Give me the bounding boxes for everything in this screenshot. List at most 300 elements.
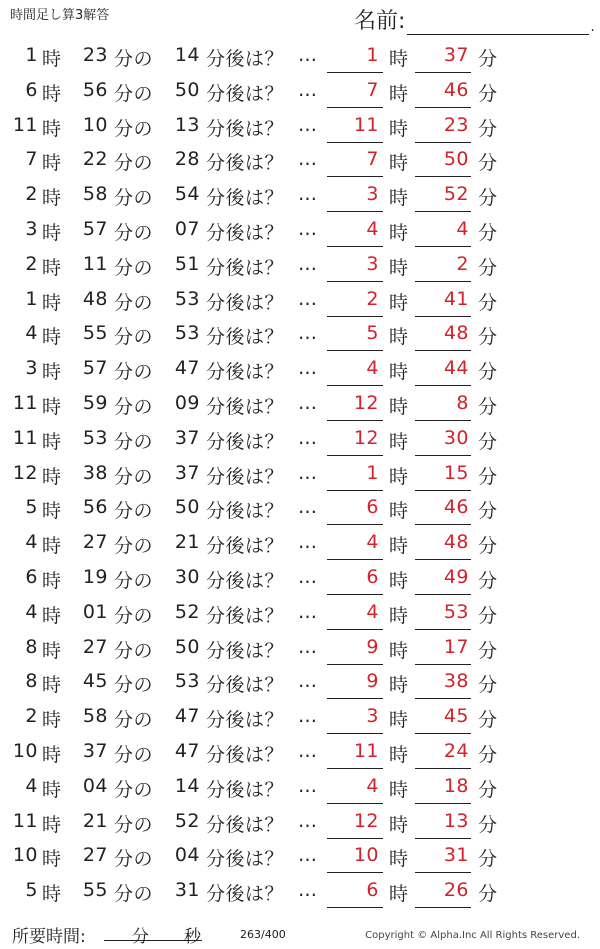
minutes-later-question: 分後は？ [206, 639, 285, 662]
ellipsis: … [298, 670, 318, 693]
answer-hour: 4 [366, 531, 379, 554]
answer-minute-unit: 分 [478, 395, 498, 418]
answer-minute-underline[interactable] [415, 455, 471, 456]
answer-hour-underline[interactable] [327, 420, 383, 421]
problem-hour: 5 [25, 879, 38, 902]
added-minutes: 50 [174, 635, 200, 658]
answer-minute: 18 [443, 774, 469, 797]
answer-hour-unit: 時 [389, 500, 409, 523]
ellipsis: … [298, 844, 318, 867]
hour-unit: 時 [42, 82, 62, 105]
problem-row [0, 458, 600, 493]
problem-hour: 11 [12, 426, 38, 449]
hour-unit: 時 [42, 187, 62, 210]
problem-hour: 8 [25, 635, 38, 658]
answer-hour-unit: 時 [389, 848, 409, 871]
problem-hour: 4 [25, 322, 38, 345]
answer-hour-unit: 時 [389, 395, 409, 418]
minute-of-unit: 分の [114, 709, 154, 732]
answer-minute-underline[interactable] [415, 246, 471, 247]
answer-minute: 44 [443, 357, 469, 380]
answer-hour-unit: 時 [389, 48, 409, 70]
answer-minute-underline[interactable] [415, 768, 471, 769]
answer-hour-underline[interactable] [327, 664, 383, 665]
answer-hour-unit: 時 [389, 326, 409, 349]
problem-minute: 48 [82, 287, 108, 310]
minutes-later-question: 分後は？ [206, 813, 285, 836]
minutes-later-question: 分後は？ [206, 82, 285, 105]
answer-hour-unit: 時 [389, 674, 409, 697]
ellipsis: … [298, 217, 318, 240]
answer-hour-unit: 時 [389, 813, 409, 836]
minutes-later-question: 分後は？ [206, 743, 285, 766]
added-minutes: 53 [174, 287, 200, 310]
answer-minute-unit: 分 [478, 256, 498, 279]
minute-of-unit: 分の [114, 221, 154, 244]
minute-of-unit: 分の [114, 883, 154, 906]
answer-hour: 7 [366, 148, 379, 171]
minutes-later-question: 分後は？ [206, 117, 285, 140]
answer-minute: 38 [443, 670, 469, 693]
answer-minute: 30 [443, 426, 469, 449]
answer-minute-underline[interactable] [415, 838, 471, 839]
answer-hour: 3 [366, 705, 379, 728]
answer-hour-underline[interactable] [327, 211, 383, 212]
problem-row [0, 423, 600, 458]
answer-minute-underline[interactable] [415, 698, 471, 699]
added-minutes: 37 [174, 461, 200, 484]
problem-hour: 6 [25, 78, 38, 101]
footer [0, 918, 600, 949]
minutes-later-question: 分後は？ [206, 291, 285, 314]
answer-hour: 2 [366, 287, 379, 310]
answer-minute-underline[interactable] [415, 316, 471, 317]
added-minutes: 53 [174, 670, 200, 693]
answer-minute-unit: 分 [478, 604, 498, 627]
minutes-later-question: 分後は？ [206, 187, 285, 210]
answer-minute-unit: 分 [478, 639, 498, 662]
answer-hour: 6 [366, 565, 379, 588]
answer-hour-underline[interactable] [327, 524, 383, 525]
ellipsis: … [298, 635, 318, 658]
answer-minute: 13 [443, 809, 469, 832]
answer-minute-underline[interactable] [415, 72, 471, 73]
problem-hour: 2 [25, 183, 38, 206]
problem-row [0, 736, 600, 771]
minutes-later-question: 分後は？ [206, 256, 285, 279]
time-taken-label: 所要時間: [12, 927, 86, 947]
minute-of-unit: 分の [114, 465, 154, 488]
hour-unit: 時 [42, 256, 62, 279]
answer-hour: 11 [353, 739, 379, 762]
answer-hour-underline[interactable] [327, 803, 383, 804]
answer-hour-underline[interactable] [327, 107, 383, 108]
answer-hour: 12 [353, 426, 379, 449]
problem-hour: 10 [12, 739, 38, 762]
answer-minute-unit: 分 [478, 465, 498, 488]
answer-hour-unit: 時 [389, 639, 409, 662]
added-minutes: 04 [174, 844, 200, 867]
answer-minute-unit: 分 [478, 709, 498, 732]
answer-hour-underline[interactable] [327, 733, 383, 734]
hour-unit: 時 [42, 883, 62, 906]
answer-minute-underline[interactable] [415, 350, 471, 351]
added-minutes: 28 [174, 148, 200, 171]
problem-minute: 55 [82, 322, 108, 345]
answer-hour-underline[interactable] [327, 698, 383, 699]
answer-hour-unit: 時 [389, 883, 409, 906]
answer-minute: 48 [443, 322, 469, 345]
answer-minute-unit: 分 [478, 430, 498, 453]
hour-unit: 時 [42, 604, 62, 627]
answer-hour-underline[interactable] [327, 768, 383, 769]
ellipsis: … [298, 705, 318, 728]
answer-hour-unit: 時 [389, 187, 409, 210]
problem-row [0, 597, 600, 632]
answer-minute-unit: 分 [478, 48, 498, 70]
added-minutes: 51 [174, 252, 200, 275]
problem-hour: 1 [25, 287, 38, 310]
problem-row [0, 388, 600, 423]
answer-hour-unit: 時 [389, 743, 409, 766]
hour-unit: 時 [42, 221, 62, 244]
ellipsis: … [298, 531, 318, 554]
answer-hour-underline[interactable] [327, 838, 383, 839]
answer-minute: 41 [443, 287, 469, 310]
answer-minute-unit: 分 [478, 361, 498, 384]
problem-hour: 3 [25, 217, 38, 240]
problem-row [0, 806, 600, 841]
problem-hour: 4 [25, 600, 38, 623]
minute-of-unit: 分の [114, 430, 154, 453]
problem-minute: 10 [82, 113, 108, 136]
answer-minute: 4 [456, 217, 469, 240]
answer-minute: 45 [443, 705, 469, 728]
added-minutes: 52 [174, 600, 200, 623]
answer-minute: 2 [456, 252, 469, 275]
answer-hour-underline[interactable] [327, 176, 383, 177]
added-minutes: 31 [174, 879, 200, 902]
answer-hour-underline[interactable] [327, 350, 383, 351]
problem-hour: 8 [25, 670, 38, 693]
minutes-unit: 分 [132, 927, 149, 947]
hour-unit: 時 [42, 326, 62, 349]
minutes-later-question: 分後は？ [206, 221, 285, 244]
minute-of-unit: 分の [114, 639, 154, 662]
answer-hour-unit: 時 [389, 709, 409, 732]
problem-hour: 2 [25, 705, 38, 728]
problem-minute: 01 [82, 600, 108, 623]
problem-minute: 53 [82, 426, 108, 449]
problem-hour: 3 [25, 357, 38, 380]
hour-unit: 時 [42, 117, 62, 140]
ellipsis: … [298, 148, 318, 171]
answer-minute-underline[interactable] [415, 559, 471, 560]
minute-of-unit: 分の [114, 674, 154, 697]
name-label: 名前: [354, 9, 406, 34]
minutes-later-question: 分後は？ [206, 500, 285, 523]
answer-hour-unit: 時 [389, 82, 409, 105]
problem-hour: 4 [25, 531, 38, 554]
hour-unit: 時 [42, 569, 62, 592]
answer-hour-underline[interactable] [327, 385, 383, 386]
minute-of-unit: 分の [114, 535, 154, 558]
minute-of-unit: 分の [114, 256, 154, 279]
answer-hour-underline[interactable] [327, 281, 383, 282]
answer-hour-unit: 時 [389, 361, 409, 384]
problem-hour: 10 [12, 844, 38, 867]
problem-row [0, 701, 600, 736]
answer-minute-underline[interactable] [415, 490, 471, 491]
problem-row [0, 840, 600, 875]
problem-minute: 45 [82, 670, 108, 693]
problem-hour: 12 [12, 461, 38, 484]
answer-hour-underline[interactable] [327, 594, 383, 595]
minute-of-unit: 分の [114, 291, 154, 314]
ellipsis: … [298, 600, 318, 623]
answer-minute: 52 [443, 183, 469, 206]
answer-minute: 46 [443, 78, 469, 101]
answer-hour: 11 [353, 113, 379, 136]
answer-minute-unit: 分 [478, 535, 498, 558]
problem-minute: 27 [82, 635, 108, 658]
answer-minute-underline[interactable] [415, 664, 471, 665]
answer-minute: 37 [443, 44, 469, 66]
ellipsis: … [298, 461, 318, 484]
hour-unit: 時 [42, 743, 62, 766]
hour-unit: 時 [42, 152, 62, 175]
ellipsis: … [298, 183, 318, 206]
answer-hour-underline[interactable] [327, 142, 383, 143]
hour-unit: 時 [42, 709, 62, 732]
answer-minute: 23 [443, 113, 469, 136]
minute-of-unit: 分の [114, 848, 154, 871]
answer-minute: 53 [443, 600, 469, 623]
answer-minute-underline[interactable] [415, 733, 471, 734]
answer-minute-unit: 分 [478, 743, 498, 766]
answer-hour-unit: 時 [389, 430, 409, 453]
answer-hour: 9 [366, 635, 379, 658]
problem-row [0, 144, 600, 179]
answer-minute-underline[interactable] [415, 107, 471, 108]
answer-minute-underline[interactable] [415, 385, 471, 386]
minutes-later-question: 分後は？ [206, 848, 285, 871]
problem-minute: 58 [82, 183, 108, 206]
hour-unit: 時 [42, 465, 62, 488]
added-minutes: 53 [174, 322, 200, 345]
ellipsis: … [298, 879, 318, 902]
minute-of-unit: 分の [114, 82, 154, 105]
answer-hour: 1 [366, 44, 379, 66]
problem-minute: 22 [82, 148, 108, 171]
seconds-unit: 秒 [184, 927, 201, 947]
added-minutes: 21 [174, 531, 200, 554]
minutes-later-question: 分後は？ [206, 569, 285, 592]
answer-minute-underline[interactable] [415, 211, 471, 212]
answer-hour: 6 [366, 879, 379, 902]
ellipsis: … [298, 44, 318, 66]
hour-unit: 時 [42, 430, 62, 453]
problem-row [0, 179, 600, 214]
answer-hour-underline[interactable] [327, 316, 383, 317]
answer-hour-underline[interactable] [327, 629, 383, 630]
minute-of-unit: 分の [114, 152, 154, 175]
ellipsis: … [298, 809, 318, 832]
hour-unit: 時 [42, 291, 62, 314]
problem-row [0, 492, 600, 527]
answer-minute-unit: 分 [478, 326, 498, 349]
answer-minute-underline[interactable] [415, 907, 471, 908]
answer-minute-underline[interactable] [415, 629, 471, 630]
answer-hour: 4 [366, 600, 379, 623]
answer-hour-underline[interactable] [327, 559, 383, 560]
problem-hour: 5 [25, 496, 38, 519]
answer-minute-underline[interactable] [415, 176, 471, 177]
problem-minute: 27 [82, 531, 108, 554]
name-underline[interactable] [407, 14, 589, 35]
problem-row [0, 666, 600, 701]
answer-hour-unit: 時 [389, 117, 409, 140]
answer-minute-unit: 分 [478, 291, 498, 314]
minute-of-unit: 分の [114, 604, 154, 627]
minutes-later-question: 分後は？ [206, 430, 285, 453]
hour-unit: 時 [42, 395, 62, 418]
problem-row [0, 353, 600, 388]
answer-hour-underline[interactable] [327, 907, 383, 908]
problem-hour: 4 [25, 774, 38, 797]
answer-hour-underline[interactable] [327, 455, 383, 456]
answer-hour: 6 [366, 496, 379, 519]
answer-hour-underline[interactable] [327, 246, 383, 247]
ellipsis: … [298, 739, 318, 762]
name-field[interactable] [354, 4, 595, 35]
minute-of-unit: 分の [114, 395, 154, 418]
answer-hour-unit: 時 [389, 465, 409, 488]
answer-minute-unit: 分 [478, 117, 498, 140]
answer-hour: 4 [366, 774, 379, 797]
copyright: Copyright © Alpha.Inc All Rights Reserved. [365, 930, 580, 941]
problem-row [0, 875, 600, 910]
answer-hour: 9 [366, 670, 379, 693]
answer-minute-unit: 分 [478, 82, 498, 105]
answer-minute-underline[interactable] [415, 872, 471, 873]
problem-minute: 59 [82, 391, 108, 414]
answer-minute: 24 [443, 739, 469, 762]
answer-hour-underline[interactable] [327, 490, 383, 491]
added-minutes: 13 [174, 113, 200, 136]
answer-hour-unit: 時 [389, 569, 409, 592]
minute-of-unit: 分の [114, 48, 154, 70]
answer-hour: 3 [366, 183, 379, 206]
answer-hour: 12 [353, 391, 379, 414]
minutes-later-question: 分後は？ [206, 883, 285, 906]
minute-of-unit: 分の [114, 778, 154, 801]
problem-minute: 57 [82, 357, 108, 380]
answer-hour: 10 [353, 844, 379, 867]
minute-of-unit: 分の [114, 326, 154, 349]
answer-minute-unit: 分 [478, 883, 498, 906]
answer-hour-underline[interactable] [327, 72, 383, 73]
answer-hour-unit: 時 [389, 535, 409, 558]
minute-of-unit: 分の [114, 187, 154, 210]
answer-minute-unit: 分 [478, 674, 498, 697]
answer-hour-unit: 時 [389, 778, 409, 801]
answer-minute: 46 [443, 496, 469, 519]
answer-minute-underline[interactable] [415, 524, 471, 525]
minute-of-unit: 分の [114, 813, 154, 836]
added-minutes: 50 [174, 78, 200, 101]
ellipsis: … [298, 322, 318, 345]
answer-minute-underline[interactable] [415, 594, 471, 595]
answer-hour: 3 [366, 252, 379, 275]
minutes-later-question: 分後は？ [206, 152, 285, 175]
problem-hour: 11 [12, 809, 38, 832]
problem-minute: 57 [82, 217, 108, 240]
minutes-later-question: 分後は？ [206, 48, 285, 70]
minutes-later-question: 分後は？ [206, 778, 285, 801]
problem-row [0, 214, 600, 249]
problem-minute: 38 [82, 461, 108, 484]
added-minutes: 30 [174, 565, 200, 588]
answer-minute: 15 [443, 461, 469, 484]
ellipsis: … [298, 426, 318, 449]
minute-of-unit: 分の [114, 743, 154, 766]
added-minutes: 47 [174, 739, 200, 762]
problem-minute: 21 [82, 809, 108, 832]
answer-minute: 48 [443, 531, 469, 554]
answer-minute-underline[interactable] [415, 803, 471, 804]
answer-minute: 50 [443, 148, 469, 171]
ellipsis: … [298, 287, 318, 310]
ellipsis: … [298, 357, 318, 380]
answer-hour: 4 [366, 217, 379, 240]
minutes-later-question: 分後は？ [206, 326, 285, 349]
problem-row [0, 40, 600, 75]
answer-hour-underline[interactable] [327, 872, 383, 873]
answer-hour: 4 [366, 357, 379, 380]
ellipsis: … [298, 391, 318, 414]
hour-unit: 時 [42, 848, 62, 871]
minutes-later-question: 分後は？ [206, 395, 285, 418]
answer-hour: 5 [366, 322, 379, 345]
problem-row [0, 284, 600, 319]
problem-row [0, 527, 600, 562]
hour-unit: 時 [42, 778, 62, 801]
minutes-later-question: 分後は？ [206, 361, 285, 384]
answer-minute-underline[interactable] [415, 281, 471, 282]
answer-minute-unit: 分 [478, 152, 498, 175]
problem-row [0, 75, 600, 110]
minute-of-unit: 分の [114, 361, 154, 384]
minutes-later-question: 分後は？ [206, 709, 285, 732]
answer-minute: 26 [443, 879, 469, 902]
problem-minute: 11 [82, 252, 108, 275]
problem-minute: 37 [82, 739, 108, 762]
hour-unit: 時 [42, 361, 62, 384]
added-minutes: 50 [174, 496, 200, 519]
hour-unit: 時 [42, 813, 62, 836]
answer-minute-unit: 分 [478, 221, 498, 244]
ellipsis: … [298, 496, 318, 519]
answer-hour-unit: 時 [389, 152, 409, 175]
ellipsis: … [298, 113, 318, 136]
hour-unit: 時 [42, 48, 62, 70]
problem-minute: 23 [82, 44, 108, 66]
answer-minute-underline[interactable] [415, 142, 471, 143]
added-minutes: 14 [174, 774, 200, 797]
answer-minute-underline[interactable] [415, 420, 471, 421]
hour-unit: 時 [42, 674, 62, 697]
